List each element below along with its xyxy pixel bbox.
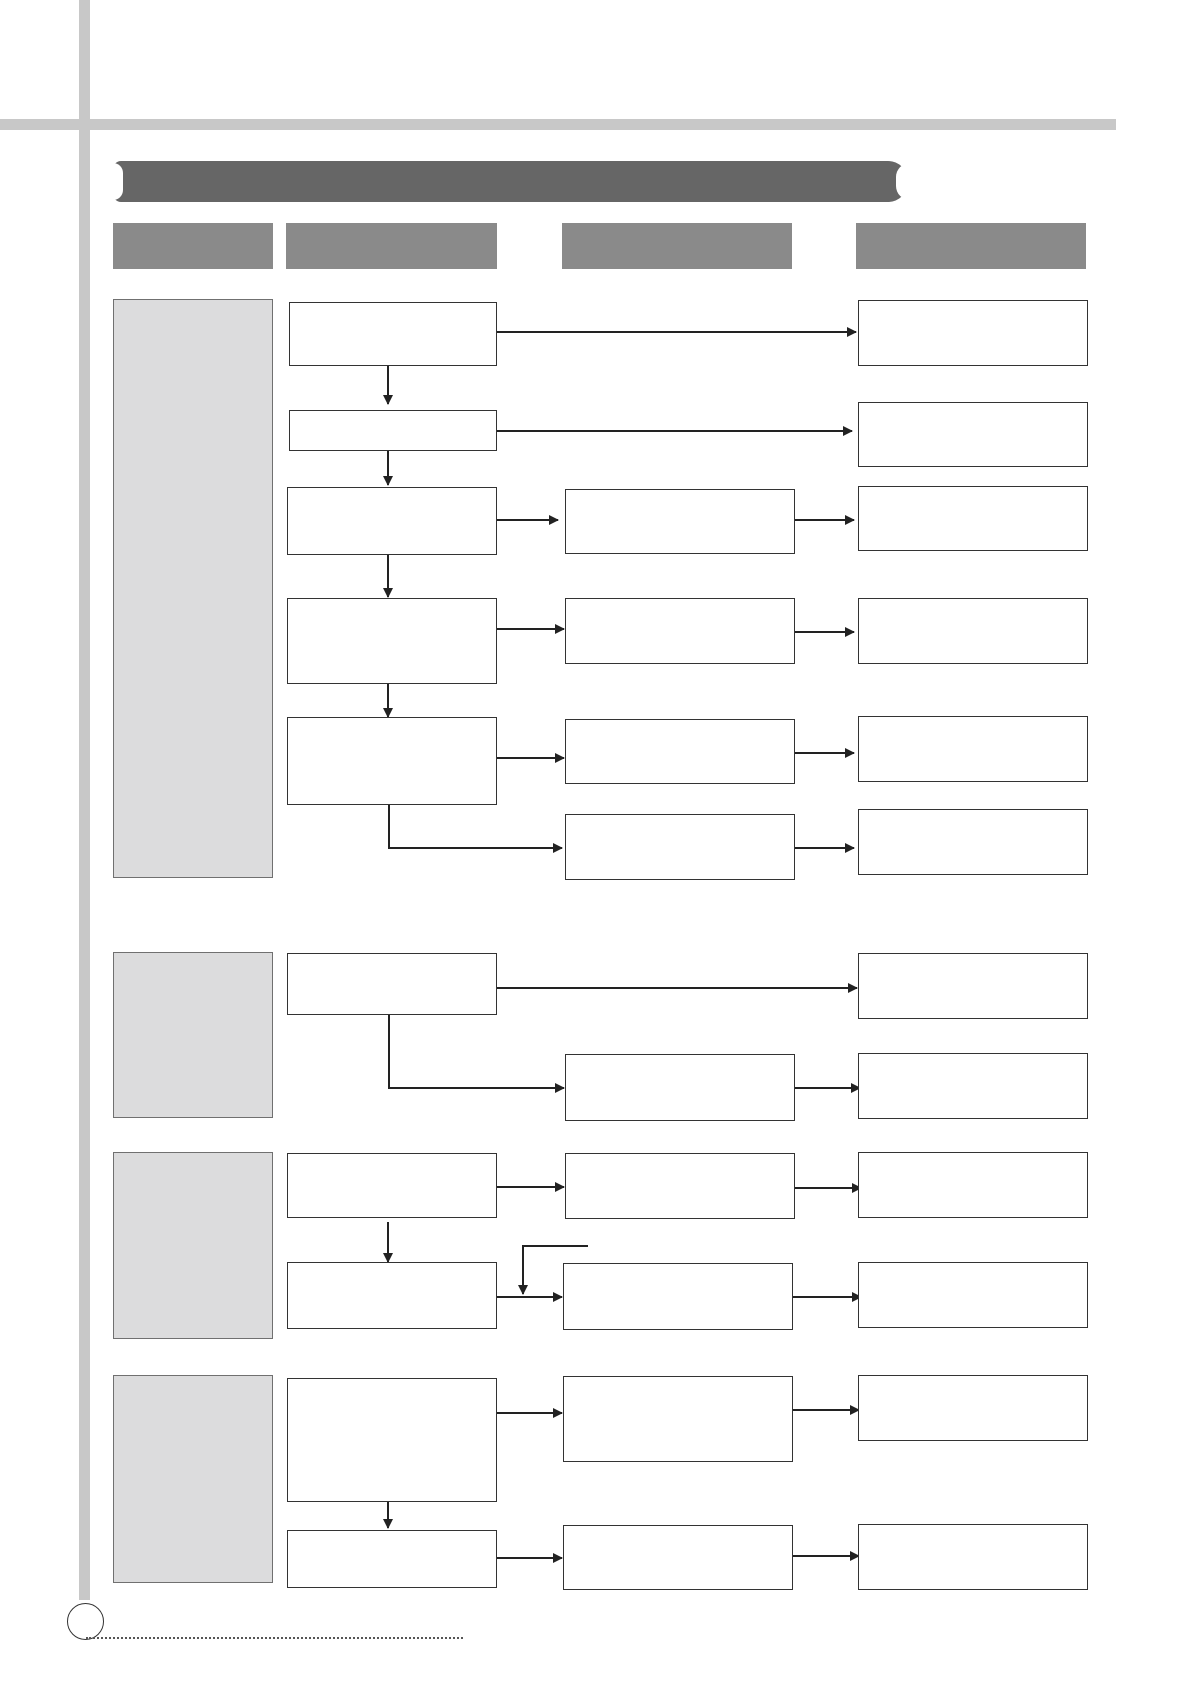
check-box-d2: [287, 1530, 497, 1588]
action-box-a4: [858, 598, 1088, 664]
cause-box-a6: [565, 814, 795, 880]
action-box-d2: [858, 1524, 1088, 1590]
action-box-c2: [858, 1262, 1088, 1328]
action-box-b2: [858, 1053, 1088, 1119]
action-box-d1: [858, 1375, 1088, 1441]
cause-box-d2: [563, 1525, 793, 1590]
check-box-a5: [287, 717, 497, 805]
check-box-c1: [287, 1153, 497, 1218]
page-number-circle: [67, 1603, 104, 1640]
action-box-b1: [858, 953, 1088, 1019]
action-box-c1: [858, 1152, 1088, 1218]
footer-dotted-rule: [86, 1637, 463, 1639]
action-box-a5: [858, 716, 1088, 782]
action-box-a3: [858, 486, 1088, 551]
check-box-b1: [287, 953, 497, 1015]
check-box-d1: [287, 1378, 497, 1502]
action-box-a6: [858, 809, 1088, 875]
arrow-a5-cause6: [389, 805, 562, 848]
cause-box-c1: [565, 1153, 795, 1219]
action-box-a1: [858, 300, 1088, 366]
check-box-c2: [287, 1262, 497, 1329]
check-box-a3: [287, 487, 497, 555]
cause-box-a4: [565, 598, 795, 664]
cause-box-a5: [565, 719, 795, 784]
check-box-a2: [289, 410, 497, 451]
action-box-a2: [858, 402, 1088, 467]
cause-box-c2: [563, 1263, 793, 1330]
cause-box-d1: [563, 1376, 793, 1462]
check-box-a4: [287, 598, 497, 684]
cause-box-a3: [565, 489, 795, 554]
arrow-b1-cause2: [389, 1015, 564, 1088]
check-box-a1: [289, 302, 497, 366]
cause-box-b2: [565, 1054, 795, 1121]
